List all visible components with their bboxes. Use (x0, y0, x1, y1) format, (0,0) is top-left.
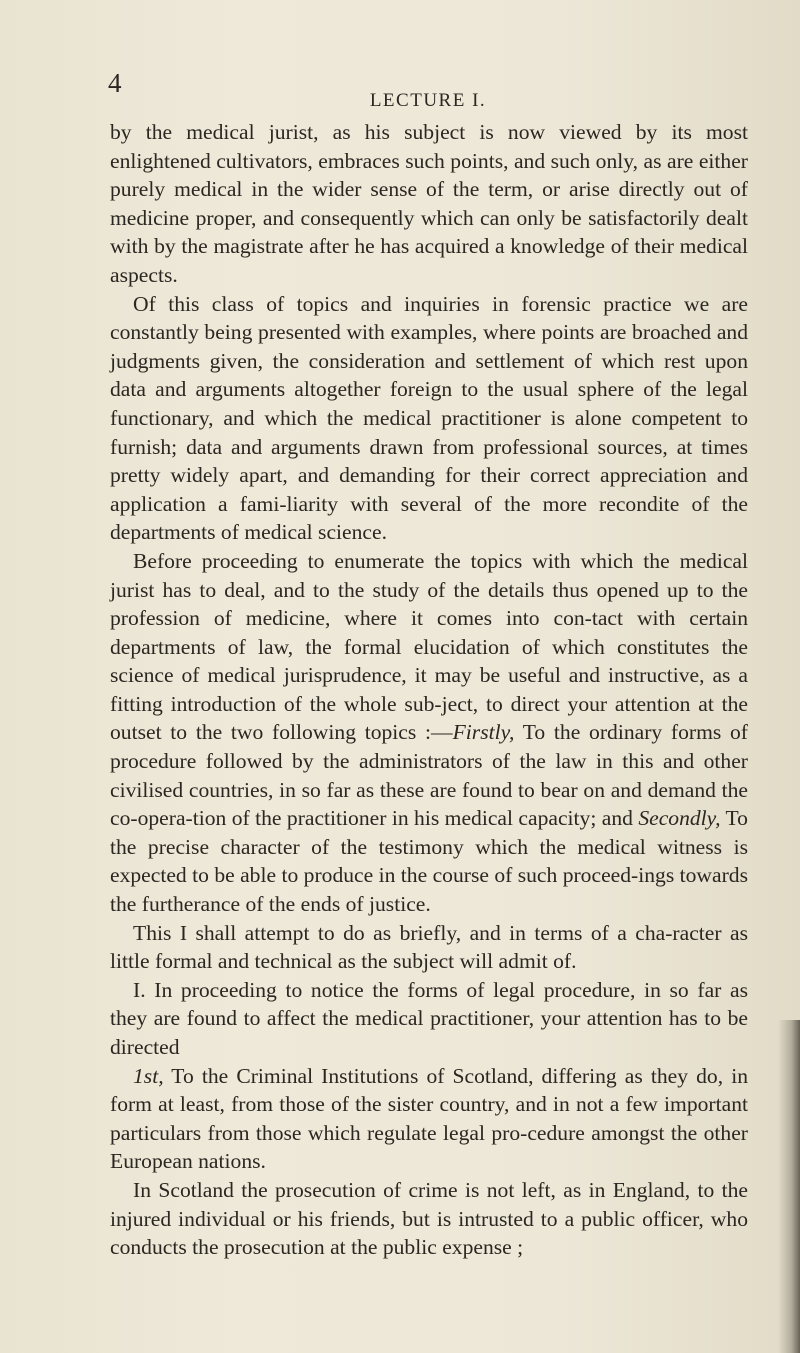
paragraph-6 (110, 1062, 748, 1176)
paragraph-4: This I shall attempt to do as briefly, and in terms of a cha-racter as little formal and technical as the subject will admit of. (110, 920, 748, 974)
paragraph-1: by the medical jurist, as his subject is now viewed by its most enlightened cultivators, embraces such points, and such only, as are either purely medical in the wider sense of the term, or arise directly out of medicine proper, and consequently which can only be satisfactorily dealt with by the magistrate after he has acquired a knowledge of their medical aspects. (110, 120, 748, 287)
running-head: LECTURE I. (369, 90, 487, 111)
body-text (110, 118, 748, 1262)
secondly-heading: Secondly, (638, 806, 721, 831)
paragraph-6-body: To the Criminal Institutions of Scotland, differing as they do, in form at least, from those of the sister country, and in not a few important particulars from those which regulate legal pro-cedure amongst the other European nations. (110, 1063, 748, 1174)
paragraph-3 (110, 547, 748, 919)
paragraph-3-part-e: To the precise character of the testimony which the medical witness is expected to be able to produce in the course of such proceed-ings towards the furtherance of the ends of justice. (110, 806, 748, 917)
page-header (108, 68, 748, 111)
paragraph-3-part-c: To the ordinary forms of procedure followed by the administrators of the law in this and other civilised countries, in so far as these are found to bear on and demand the co-opera-tion of the practitioner in his medical capacity; and (110, 720, 748, 831)
first-marker: 1st, (133, 1063, 164, 1088)
firstly-heading: Firstly, (452, 720, 515, 745)
page-number: 4 (108, 68, 122, 98)
paragraph-7: In Scotland the prosecution of crime is not left, as in England, to the injured individual or his friends, but is intrusted to a public officer, who conducts the prosecution at the public expense ; (110, 1177, 748, 1260)
paragraph-5: I. In proceeding to notice the forms of legal procedure, in so far as they are found to affect the medical practitioner, your attention has to be directed (110, 977, 748, 1059)
page-edge-shadow (778, 1020, 800, 1353)
paragraph-3-part-a: Before proceeding to enumerate the topics with which the medical jurist has to deal, and to the study of the details thus opened up to the profession of medicine, where it comes into con-tact with certain departments of law, the formal elucidation of which constitutes the science of medical jurisprudence, it may be useful and instructive, as a fitting introduction of the whole sub-ject, to direct your attention at the outset to the two following topics :— (110, 548, 748, 745)
paragraph-2: Of this class of topics and inquiries in forensic practice we are constantly being presented with examples, where points are broached and judgments given, the consideration and settlement of which rest upon data and arguments altogether foreign to the usual sphere of the legal functionary, and which the medical practitioner is alone competent to furnish; data and arguments drawn from professional sources, at times pretty widely apart, and demanding for their correct appreciation and application a fami-liarity with several of the more recondite of the departments of medical science. (110, 291, 748, 545)
